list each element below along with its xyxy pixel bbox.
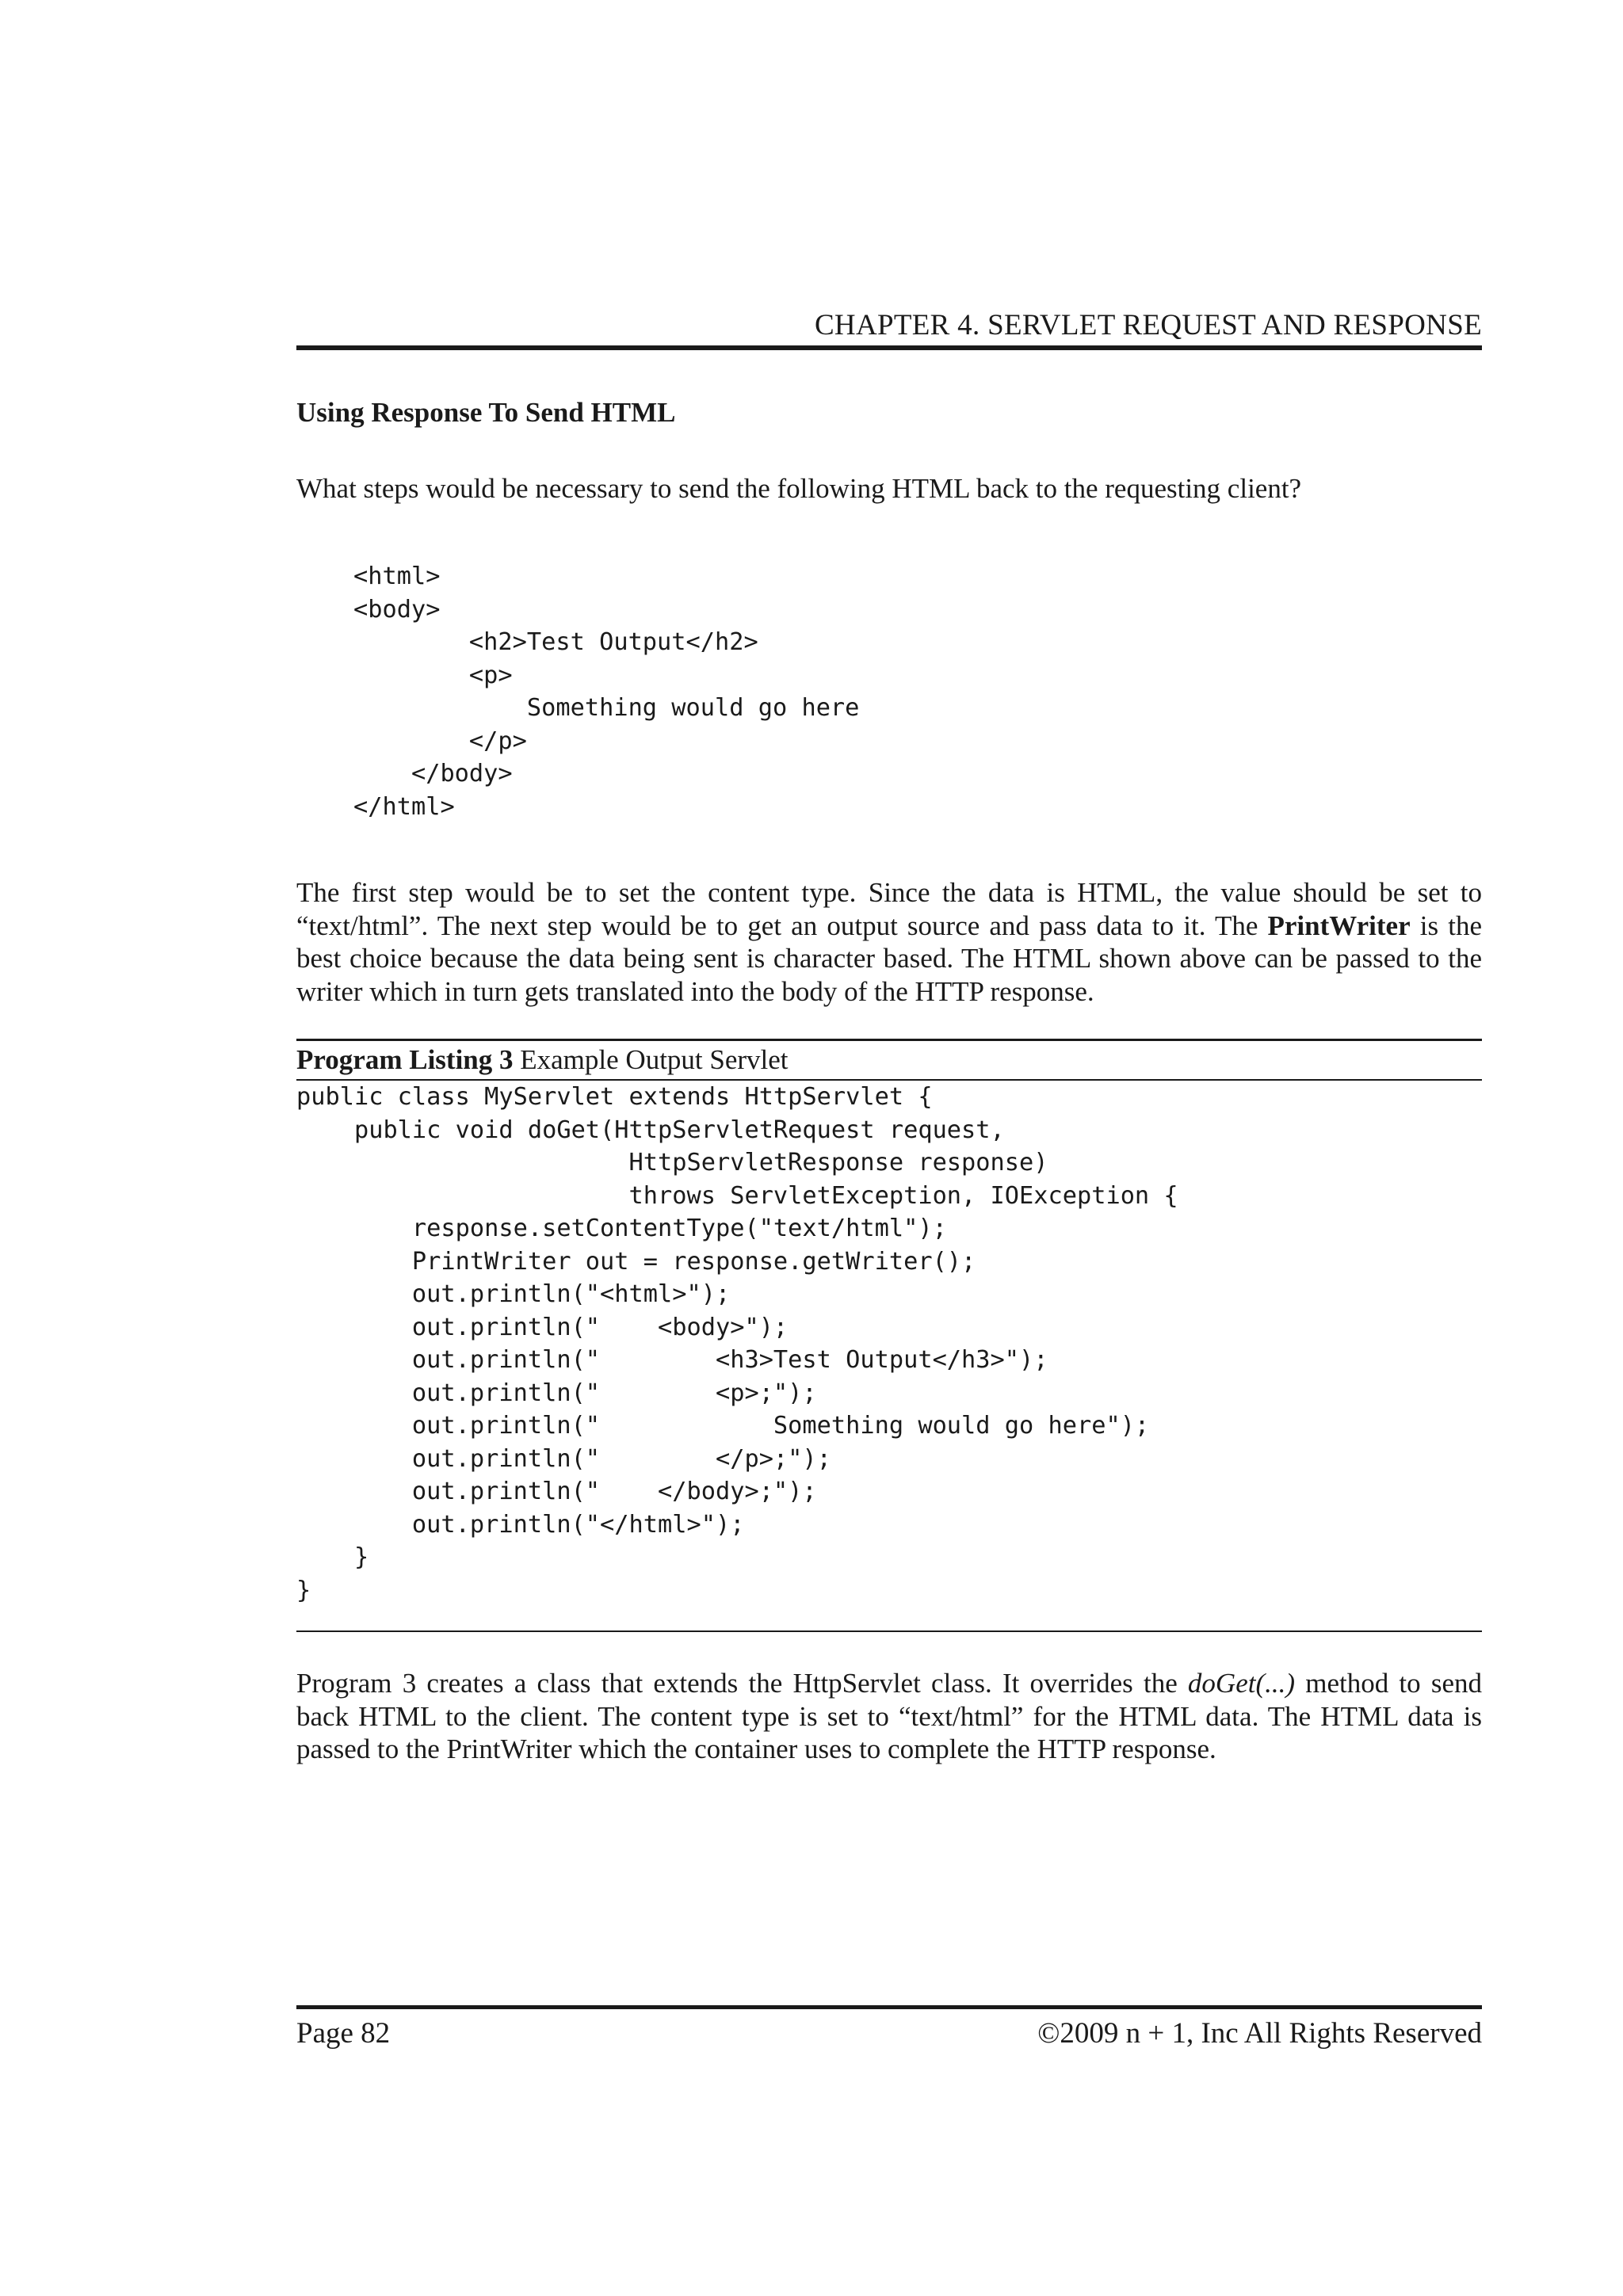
explanation-paragraph [296, 876, 1482, 1008]
summary-text-1: Program 3 creates a class that extends the HttpServlet class. It overrides the [296, 1668, 1188, 1699]
document-page [296, 0, 1482, 2296]
listing-caption-text: Example Output Servlet [520, 1044, 789, 1075]
printwriter-emphasis: PrintWriter [1267, 910, 1411, 941]
summary-text-2: method to send back HTML to the client. The content type is set to “text/html” for the HTML data. The HTML data is passed to the PrintWriter which the container uses to complete the HTTP response. [296, 1668, 1482, 1764]
doget-method-name: doGet(...) [1187, 1668, 1296, 1699]
section-title: Using Response To Send HTML [296, 397, 676, 428]
program-listing-code: public class MyServlet extends HttpServlet { public void doGet(HttpServletRequest request, HttpServletResponse response) throws ServletException, IOException { response.setContentType("text/html"); PrintWriter out = response.getWriter(); out.println("<html>"); out.println(" <body>"); out.println(" <h3>Test Output</h3>"); out.println(" <p>;"); out.println(" Something would go here"); out.println(" </p>;"); out.println(" </body>;"); out.println("</html>"); } } [296, 1083, 1178, 1604]
header-rule [296, 345, 1482, 350]
running-header: CHAPTER 4. SERVLET REQUEST AND RESPONSE [814, 309, 1482, 341]
explanation-text-2: is the best choice because the data being sent is character based. The HTML shown above can be passed to the writer which in turn gets translated into the body of the HTTP response. [296, 910, 1482, 1007]
question-paragraph: What steps would be necessary to send the following HTML back to the requesting client? [296, 473, 1302, 504]
html-snippet: <html> <body> <h2>Test Output</h2> <p> Something would go here </p> </body> </html> [353, 563, 860, 821]
listing-label: Program Listing 3 [296, 1044, 514, 1075]
listing-bottom-rule [296, 1630, 1482, 1632]
summary-paragraph [296, 1667, 1482, 1766]
footer-rule [296, 2005, 1482, 2009]
listing-caption [296, 1042, 789, 1078]
listing-top-rule [296, 1039, 1482, 1041]
explanation-text-1: The first step would be to set the content type. Since the data is HTML, the value should be set to “text/html”. The next step would be to get an output source and pass data to it. The [296, 877, 1482, 941]
page-number: Page 82 [296, 2017, 391, 2050]
copyright-notice: ©2009 n + 1, Inc All Rights Reserved [1037, 2017, 1482, 2050]
